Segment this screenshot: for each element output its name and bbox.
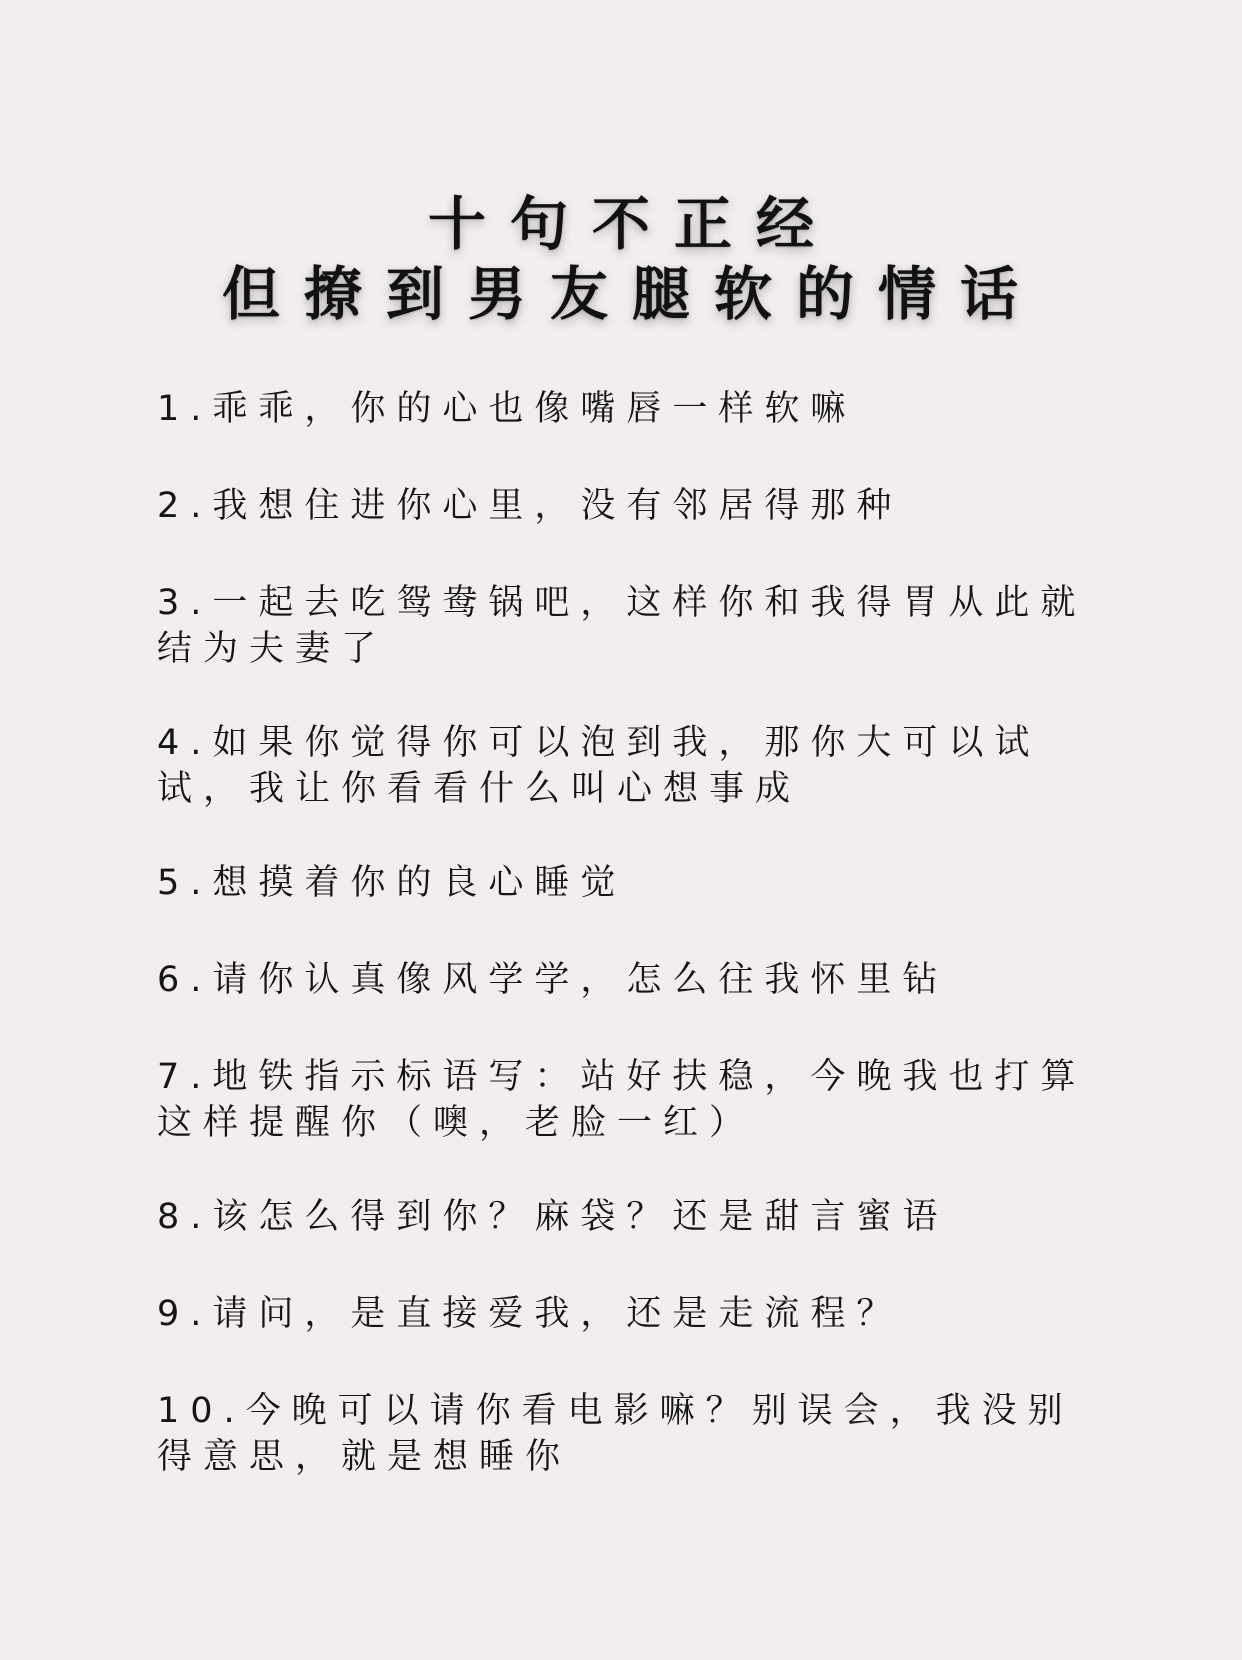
list-item-8: 8.该怎么得到你？麻袋？还是甜言蜜语: [157, 1197, 949, 1237]
list-item-5: 5.想摸着你的良心睡觉: [157, 863, 627, 903]
list-item-10: 10.今晚可以请你看电影嘛？别误会，我没别得意思，就是想睡你: [157, 1391, 1074, 1477]
list-item-6: 6.请你认真像风学学，怎么往我怀里钻: [157, 960, 949, 1000]
list-item-4: 4.如果你觉得你可以泡到我，那你大可以试试，我让你看看什么叫心想事成: [157, 723, 1041, 809]
page-title: [0, 188, 1242, 330]
title-line-2: 但撩到男友腿软的情话: [221, 260, 1042, 328]
title-line-1: 十句不正经: [427, 190, 838, 258]
list-item-2: 2.我想住进你心里，没有邻居得那种: [157, 486, 903, 526]
list-item-9: 9.请问，是直接爱我，还是走流程？: [157, 1294, 903, 1334]
list-item-7: 7.地铁指示标语写：站好扶稳，今晚我也打算这样提醒你（噢，老脸一红）: [157, 1057, 1087, 1143]
list-item-3: 3.一起去吃鸳鸯锅吧，这样你和我得胃从此就结为夫妻了: [157, 583, 1087, 669]
list-item-1: 1.乖乖，你的心也像嘴唇一样软嘛: [157, 389, 857, 429]
pickup-lines-list: [157, 386, 1087, 1528]
